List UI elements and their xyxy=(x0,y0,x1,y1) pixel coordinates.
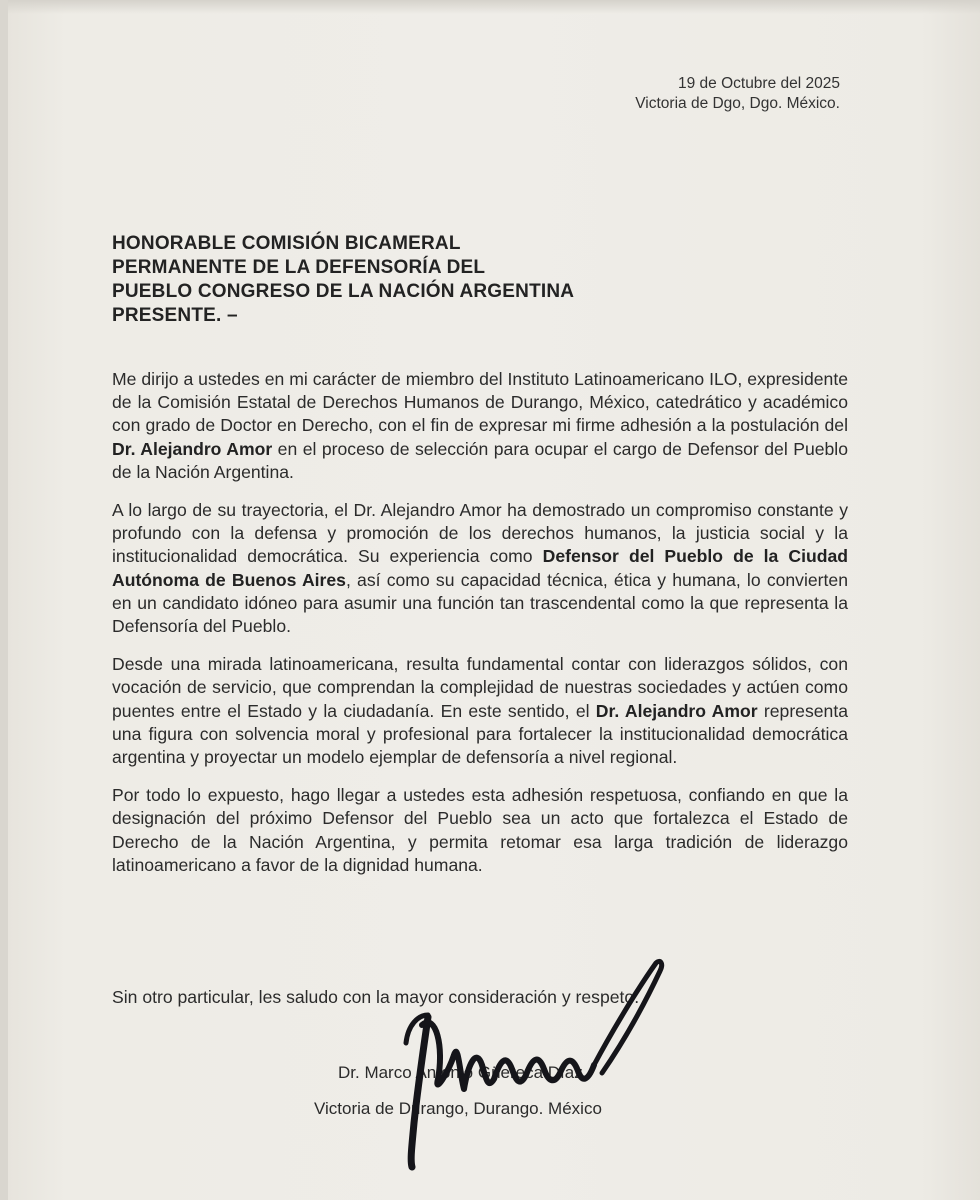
letter-page xyxy=(8,0,980,1200)
recipient-block xyxy=(112,232,574,328)
recipient-line-4: PRESENTE. – xyxy=(112,305,238,326)
date-block xyxy=(635,74,840,114)
signature-stroke-flourish xyxy=(594,961,662,1073)
signature-stroke-loop xyxy=(422,1023,594,1089)
paragraph-3-text-a: Desde una mirada latinoamericana, resulta fundamental contar con liderazgos sólidos, con vocación de servicio, que comprendan la complejidad de nuestras sociedades y actúen como puentes entre el Estado y la ciudadanía. En este sentido, el xyxy=(112,654,848,721)
paragraph-3 xyxy=(112,653,848,769)
signatory-name: Dr. Marco Antonio Güereca Díaz xyxy=(338,1063,583,1082)
recipient-line-1: HONORABLE COMISIÓN BICAMERAL xyxy=(112,233,461,254)
paragraph-1-text-b: en el proceso de selección para ocupar el cargo de Defensor del Pueblo de la Nación Argentina. xyxy=(112,438,848,482)
paragraph-1 xyxy=(112,368,848,484)
paragraph-4: Por todo lo expuesto, hago llegar a ustedes esta adhesión respetuosa, confiando en que la designación del próximo Defensor del Pueblo sea un acto que fortalezca el Estado de Derecho de la Nación Argentina, y permita retomar esa larga tradición de liderazgo latinoamericano a favor de la dignidad humana. xyxy=(112,785,848,875)
page-shadow xyxy=(8,0,980,14)
paragraph-3-bold: Dr. Alejandro Amor xyxy=(595,700,758,721)
letter-date: 19 de Octubre del 2025 xyxy=(677,75,840,92)
paragraph-2-text-b: , así como su capacidad técnica, ética y humana, lo convierten en un candidato idóneo para asumir una función tan trascendental como la que representa la Defensoría del Pueblo. xyxy=(112,569,848,637)
handwritten-signature xyxy=(388,955,678,1175)
paragraph-2 xyxy=(112,499,848,638)
paragraph-1-text-a: Me dirijo a ustedes en mi carácter de miembro del Instituto Latinoamericano ILO, expresidente de la Comisión Estatal de Derechos Humanos de Durango, México, catedrático y académico con grado de Doctor en Derecho, con el fin de expresar mi firme adhesión a la postulación del xyxy=(112,369,848,436)
paragraph-2-bold: Defensor del Pueblo de la Ciudad Autónoma de Buenos Aires xyxy=(112,546,848,590)
letter-body xyxy=(112,368,848,892)
letter-place: Victoria de Dgo, Dgo. México. xyxy=(635,95,840,112)
paragraph-3-text-b: representa una figura con solvencia moral y profesional para fortalecer la institucionalidad democrática argentina y proyectar un modelo ejemplar de defensoría a nivel regional. xyxy=(112,700,848,768)
signatory-city: Victoria de Durango, Durango. México xyxy=(314,1099,602,1118)
recipient-line-2: PERMANENTE DE LA DEFENSORÍA DEL xyxy=(112,257,486,278)
signature-stroke-main xyxy=(411,1017,428,1167)
closing-line: Sin otro particular, les saludo con la mayor consideración y respeto. xyxy=(112,987,640,1007)
paragraph-1-bold: Dr. Alejandro Amor xyxy=(112,438,273,459)
paragraph-2-text-a: A lo largo de su trayectoria, el Dr. Alejandro Amor ha demostrado un compromiso constante y profundo con la defensa y promoción de los derechos humanos, la justicia social y la institucionalidad democrática. Su experiencia como xyxy=(112,500,848,567)
recipient-line-3: PUEBLO CONGRESO DE LA NACIÓN ARGENTINA xyxy=(112,281,575,302)
